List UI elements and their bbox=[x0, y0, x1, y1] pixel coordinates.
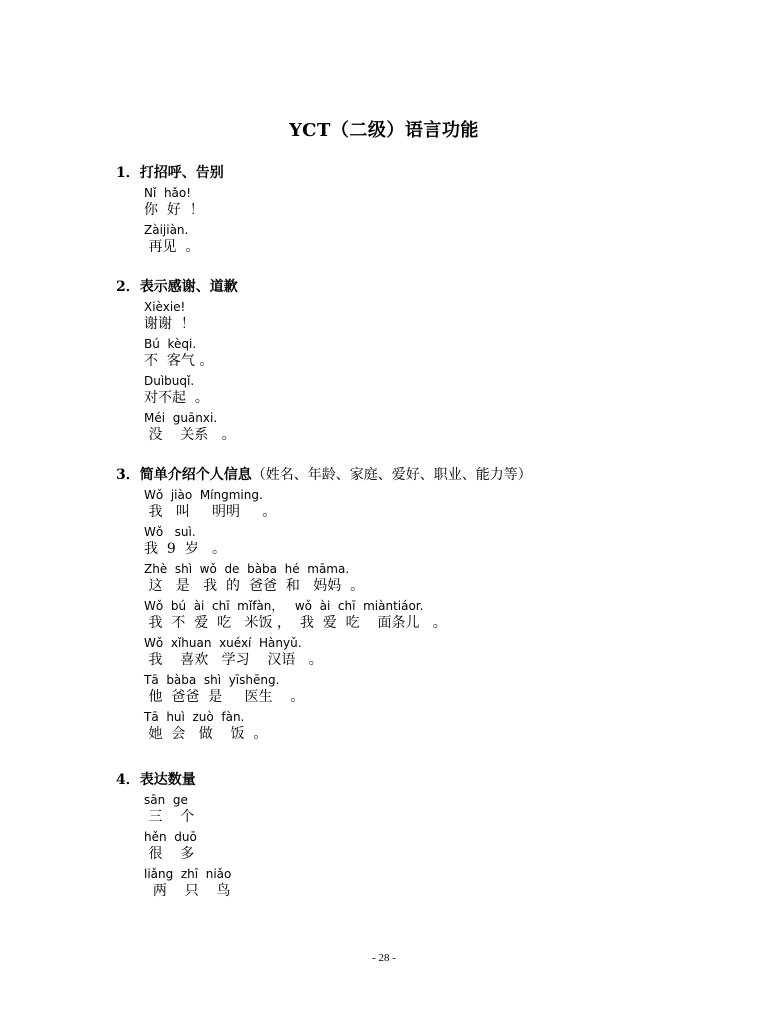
section-title: 打招呼、告别 bbox=[139, 165, 224, 181]
phrase-entry bbox=[144, 867, 231, 900]
pinyin-line: Zhè shì wǒ de bàba hé māma. bbox=[144, 562, 350, 576]
section-heading bbox=[116, 278, 238, 296]
section-title: 表示感谢、道歉 bbox=[139, 279, 238, 295]
hanzi-line: 我 喜欢 学习 汉语 。 bbox=[144, 652, 323, 668]
pinyin-line: Xièxie! bbox=[144, 300, 186, 314]
phrase-entry bbox=[144, 374, 238, 407]
hanzi-line: 她 会 做 饭 。 bbox=[144, 726, 268, 742]
pinyin-line: Tā huì zuò fàn. bbox=[144, 710, 245, 724]
hanzi-line: 我 叫 明明 。 bbox=[144, 504, 277, 520]
pinyin-line: Wǒ jiào Míngming. bbox=[144, 488, 263, 502]
pinyin-line: Méi guānxi. bbox=[144, 411, 218, 425]
phrase-entry bbox=[144, 411, 238, 444]
pinyin-line: Duìbuqǐ. bbox=[144, 374, 195, 388]
phrase-entry bbox=[144, 223, 224, 256]
hanzi-line: 谢谢 ！ bbox=[144, 316, 195, 332]
page-number: - 28 - bbox=[372, 952, 396, 964]
phrase-entry bbox=[144, 673, 532, 706]
pinyin-line: Wǒ xǐhuan xuéxí Hànyǔ. bbox=[144, 636, 302, 650]
hanzi-line: 再见 。 bbox=[144, 239, 200, 255]
page-title: YCT（二级）语言功能 bbox=[289, 120, 479, 141]
phrase-entry bbox=[144, 300, 238, 333]
section-number: 3． bbox=[116, 467, 140, 483]
phrase-entry bbox=[144, 186, 224, 219]
section-number: 2． bbox=[116, 279, 140, 295]
hanzi-line: 不 客气 。 bbox=[144, 353, 214, 369]
section-note: （姓名、年龄、家庭、爱好、职业、能力等） bbox=[251, 467, 532, 483]
phrase-entry bbox=[144, 599, 532, 632]
section-heading bbox=[116, 164, 224, 182]
pinyin-line: Wǒ bú ài chī mǐfàn， wǒ ài chī miàntiáor. bbox=[144, 599, 424, 613]
phrase-entry bbox=[144, 562, 532, 595]
pinyin-line: Tā bàba shì yīshēng. bbox=[144, 673, 280, 687]
phrase-entry bbox=[144, 830, 231, 863]
phrase-entry bbox=[144, 488, 532, 521]
hanzi-line: 这 是 我 的 爸爸 和 妈妈 。 bbox=[144, 578, 365, 594]
pinyin-line: Zàijiàn. bbox=[144, 223, 189, 237]
section-quantities bbox=[116, 771, 231, 900]
hanzi-line: 三 个 bbox=[144, 809, 195, 825]
hanzi-line: 两 只 鸟 bbox=[144, 883, 231, 899]
section-thanks-apology bbox=[116, 278, 238, 444]
section-greetings bbox=[116, 164, 224, 256]
phrase-entry bbox=[144, 337, 238, 370]
section-heading bbox=[116, 466, 532, 484]
hanzi-line: 你 好 ！ bbox=[144, 202, 204, 218]
section-number: 4． bbox=[116, 772, 140, 788]
phrase-entry bbox=[144, 636, 532, 669]
hanzi-line: 对不起 。 bbox=[144, 390, 209, 406]
section-title: 表达数量 bbox=[139, 772, 196, 788]
pinyin-line: liǎng zhī niǎo bbox=[144, 867, 232, 881]
section-self-introduction bbox=[116, 466, 532, 743]
pinyin-line: Nǐ hǎo! bbox=[144, 186, 192, 200]
hanzi-line: 没 关系 。 bbox=[144, 427, 236, 443]
hanzi-line: 我 9 岁 。 bbox=[144, 541, 227, 557]
hanzi-line: 很 多 bbox=[144, 846, 195, 862]
pinyin-line: Wǒ suì. bbox=[144, 525, 196, 539]
pinyin-line: Bú kèqi. bbox=[144, 337, 197, 351]
pinyin-line: sān ge bbox=[144, 793, 188, 807]
hanzi-line: 他 爸爸 是 医生 。 bbox=[144, 689, 305, 705]
hanzi-line: 我 不 爱 吃 米饭 ， 我 爱 吃 面条儿 。 bbox=[144, 615, 447, 631]
pinyin-line: hěn duō bbox=[144, 830, 197, 844]
section-number: 1． bbox=[116, 165, 140, 181]
section-heading bbox=[116, 771, 231, 789]
phrase-entry bbox=[144, 793, 231, 826]
phrase-entry bbox=[144, 710, 532, 743]
section-title: 简单介绍个人信息 bbox=[139, 467, 252, 483]
phrase-entry bbox=[144, 525, 532, 558]
